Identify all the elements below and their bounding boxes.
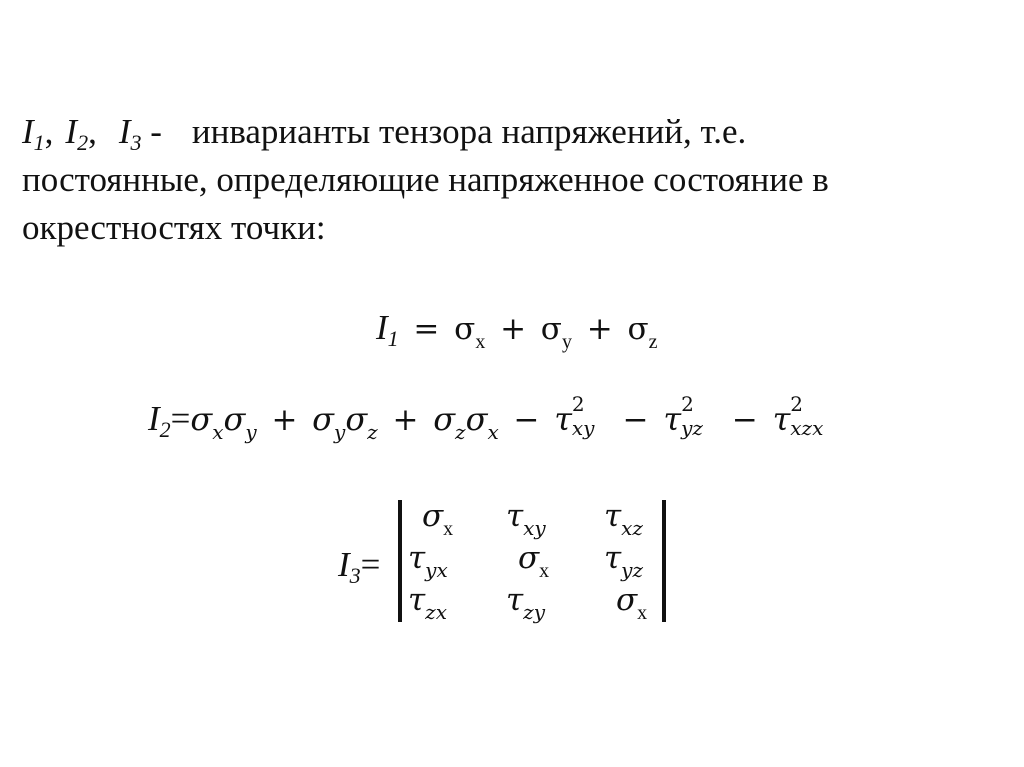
- formula-i1: $I_1 = \sigma_x + \sigma_y + \sigma_z$: [376, 308, 658, 353]
- matrix-cell-2-1: τyx: [408, 540, 448, 582]
- formula-i3-lhs: $I_3=$: [338, 545, 381, 588]
- invariant-i3-label: $I_3$: [118, 112, 142, 155]
- intro-dash: -: [150, 112, 162, 151]
- matrix-cell-1-1: σx: [422, 498, 454, 540]
- matrix-cell-3-2: τzy: [506, 582, 545, 624]
- intro-line-3: окрестностях точки:: [22, 208, 326, 247]
- tau-xy-squared: 2 xy: [571, 391, 595, 440]
- intro-paragraph: [22, 108, 1002, 252]
- tau-xzx-squared: 2 xzx: [790, 391, 824, 440]
- matrix-cell-1-3: τxz: [604, 498, 643, 540]
- stress-determinant: [398, 500, 670, 622]
- determinant-left-bar: [398, 500, 402, 622]
- formula-i1-lhs: $I_1$: [376, 308, 399, 351]
- tau-yz-squared: 2 yz: [681, 391, 703, 440]
- invariant-i2-label: $I_2$: [65, 112, 89, 155]
- intro-line-2: постоянные, определяющие напряженное состояние в: [22, 160, 829, 199]
- matrix-cell-1-2: τxy: [506, 498, 546, 540]
- invariant-i1-label: $I_1$: [22, 112, 45, 155]
- matrix-cell-3-3: σx: [616, 582, 648, 624]
- matrix-cell-3-1: τzx: [408, 582, 447, 624]
- formula-i2-lhs: $I_2$: [148, 399, 171, 442]
- intro-line-1-text: инварианты тензора напряжений, т.е.: [191, 112, 747, 151]
- matrix-cell-2-3: τyz: [604, 540, 643, 582]
- determinant-right-bar: [662, 500, 666, 622]
- matrix-cell-2-2: σx: [518, 540, 550, 582]
- intro-line-1: $I_1$, $I_2$, $I_3$ - инварианты тензора напряжений, т.е.: [22, 112, 747, 155]
- formula-i2: $I_2=\sigma_x\sigma_y + \sigma_y\sigma_z + \sigma_z\sigma_x - \tau$ 2 xy − τ 2 yz − τ 2 xzx: [148, 399, 846, 444]
